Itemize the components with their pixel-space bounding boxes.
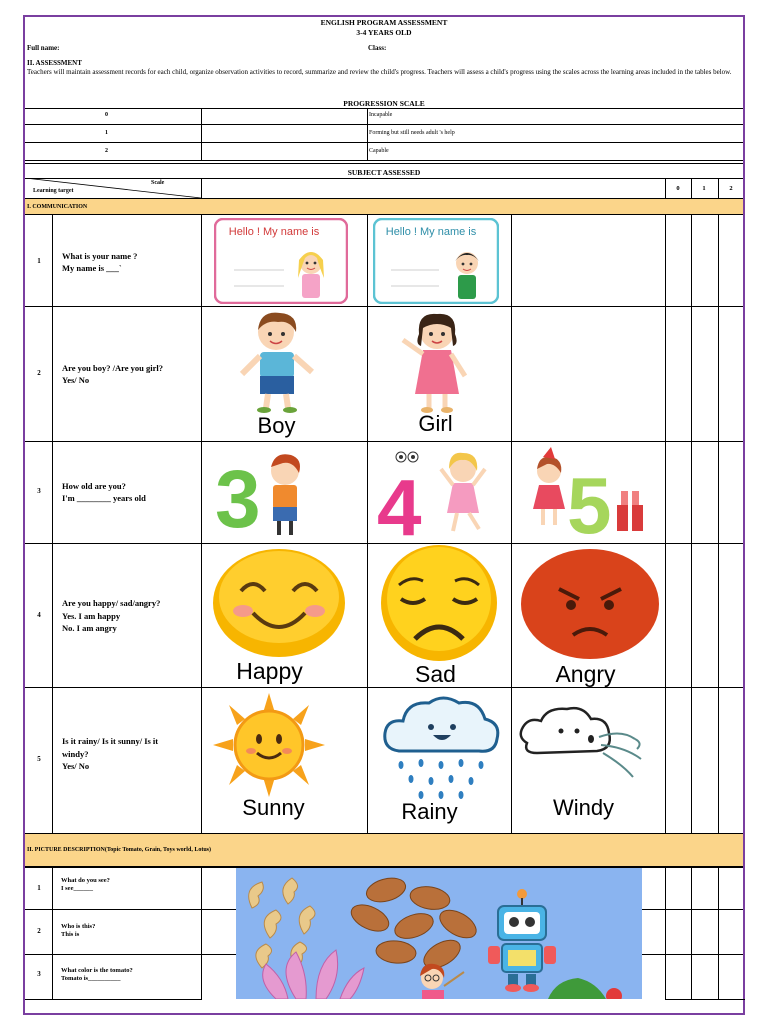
score-header-1: 1 (702, 185, 706, 192)
pd-question-1-line-2: I see______ (61, 885, 93, 892)
boy-caption: Boy (257, 413, 296, 438)
name-card-boy-text: Hello ! My name is (385, 226, 477, 238)
row-number-3: 3 (37, 487, 41, 495)
subject-assessed-heading: SUBJECT ASSESSED (347, 168, 421, 177)
scale-label: Scale (151, 180, 165, 186)
name-card-boy-picture (373, 218, 499, 304)
scale-desc-1: Forming but still needs adult 's help (369, 130, 455, 136)
wind-cloud-icon (517, 703, 649, 783)
pd-question-2-line-2: This is (61, 931, 80, 938)
picture-description-section (25, 833, 743, 867)
pd-question-3-line-2: Tomato is__________ (61, 975, 121, 982)
age-three-picture (213, 445, 321, 539)
question-4-line-1: Are you happy/ sad/angry? (62, 598, 161, 608)
number-three: 3 (215, 454, 261, 539)
scale-desc-2: Capable (369, 148, 389, 154)
question-3-line-2: I'm ________ years old (62, 493, 146, 503)
windy-caption: Windy (552, 795, 615, 820)
row-number-4: 4 (37, 611, 41, 619)
rainy-caption: Rainy (401, 799, 458, 824)
question-4-line-2: Yes. I am happy (62, 611, 121, 621)
angry-caption: Angry (555, 661, 616, 687)
sad-face-icon (371, 545, 507, 663)
happy-face-icon (209, 547, 349, 659)
number-five: 5 (567, 461, 612, 539)
girl-picture (389, 310, 489, 414)
row-number-1: 1 (37, 257, 41, 265)
row-number-2: 2 (37, 369, 41, 377)
question-2-line-1: Are you boy? /Are you girl? (62, 363, 163, 373)
number-four: 4 (377, 463, 422, 539)
question-5-line-2: windy? (62, 749, 89, 759)
age-four-picture (375, 447, 495, 539)
question-5-line-1: Is it rainy/ Is it sunny/ Is it (62, 736, 159, 746)
row-number-5: 5 (37, 755, 41, 763)
sunny-caption: Sunny (242, 795, 305, 820)
pd-row-number-2: 2 (37, 927, 41, 935)
score-header-0: 0 (676, 185, 680, 192)
pd-row-number-3: 3 (37, 970, 41, 978)
pd-row-number-1: 1 (37, 884, 41, 892)
name-card-girl-picture (214, 218, 348, 304)
question-5-line-3: Yes/ No (62, 761, 90, 771)
sun-icon (213, 693, 325, 797)
question-4-line-3: No. I am angry (62, 623, 117, 633)
full-name-label: Full name: (27, 44, 60, 52)
assessment-description: Teachers will maintain assessment records for each child, organize observation activities to record, summarize and review the child's progress. Teachers will assess a child's progress using the scales across the learning areas included in the tables below. (27, 68, 732, 76)
pd-question-2-line-1: Who is this? (61, 923, 96, 930)
question-3-line-1: How old are you? (62, 481, 126, 491)
question-1-line-1: What is your name ? (62, 251, 138, 261)
learning-target-label: Learning target (33, 188, 74, 194)
boy-picture (230, 310, 330, 414)
score-header-2: 2 (729, 185, 733, 192)
rain-cloud-icon (381, 693, 501, 801)
question-2-line-2: Yes/ No (62, 375, 90, 385)
happy-caption: Happy (236, 658, 303, 684)
assessment-sheet (23, 15, 745, 1015)
pd-question-3-line-1: What color is the tomato? (61, 967, 133, 974)
age-five-picture (521, 447, 651, 539)
picture-description-heading: II. PICTURE DESCRIPTION(Topic Tomato, Grain, Toys world, Lotus) (27, 847, 211, 853)
picture-collage (236, 868, 642, 999)
class-label: Class: (368, 44, 387, 52)
pd-question-1-line-1: What do you see? (61, 877, 110, 884)
name-card-girl-text: Hello ! My name is (228, 226, 320, 238)
page-title: ENGLISH PROGRAM ASSESSMENT (320, 18, 448, 27)
communication-heading: I. COMMUNICATION (27, 203, 88, 210)
scale-score-2: 2 (105, 148, 108, 154)
scale-score-1: 1 (105, 130, 108, 136)
angry-face-icon (519, 547, 661, 661)
scale-score-0: 0 (105, 112, 108, 118)
sad-caption: Sad (415, 661, 456, 687)
scale-desc-0: Incapable (369, 112, 393, 118)
age-subtitle: 3-4 YEARS OLD (356, 28, 412, 37)
question-1-line-2: My name is ___` (62, 263, 122, 273)
girl-caption: Girl (418, 411, 453, 436)
progression-scale-heading: PROGRESSION SCALE (343, 99, 425, 108)
assessment-heading: II. ASSESSMENT (27, 59, 82, 67)
communication-section (25, 198, 743, 215)
